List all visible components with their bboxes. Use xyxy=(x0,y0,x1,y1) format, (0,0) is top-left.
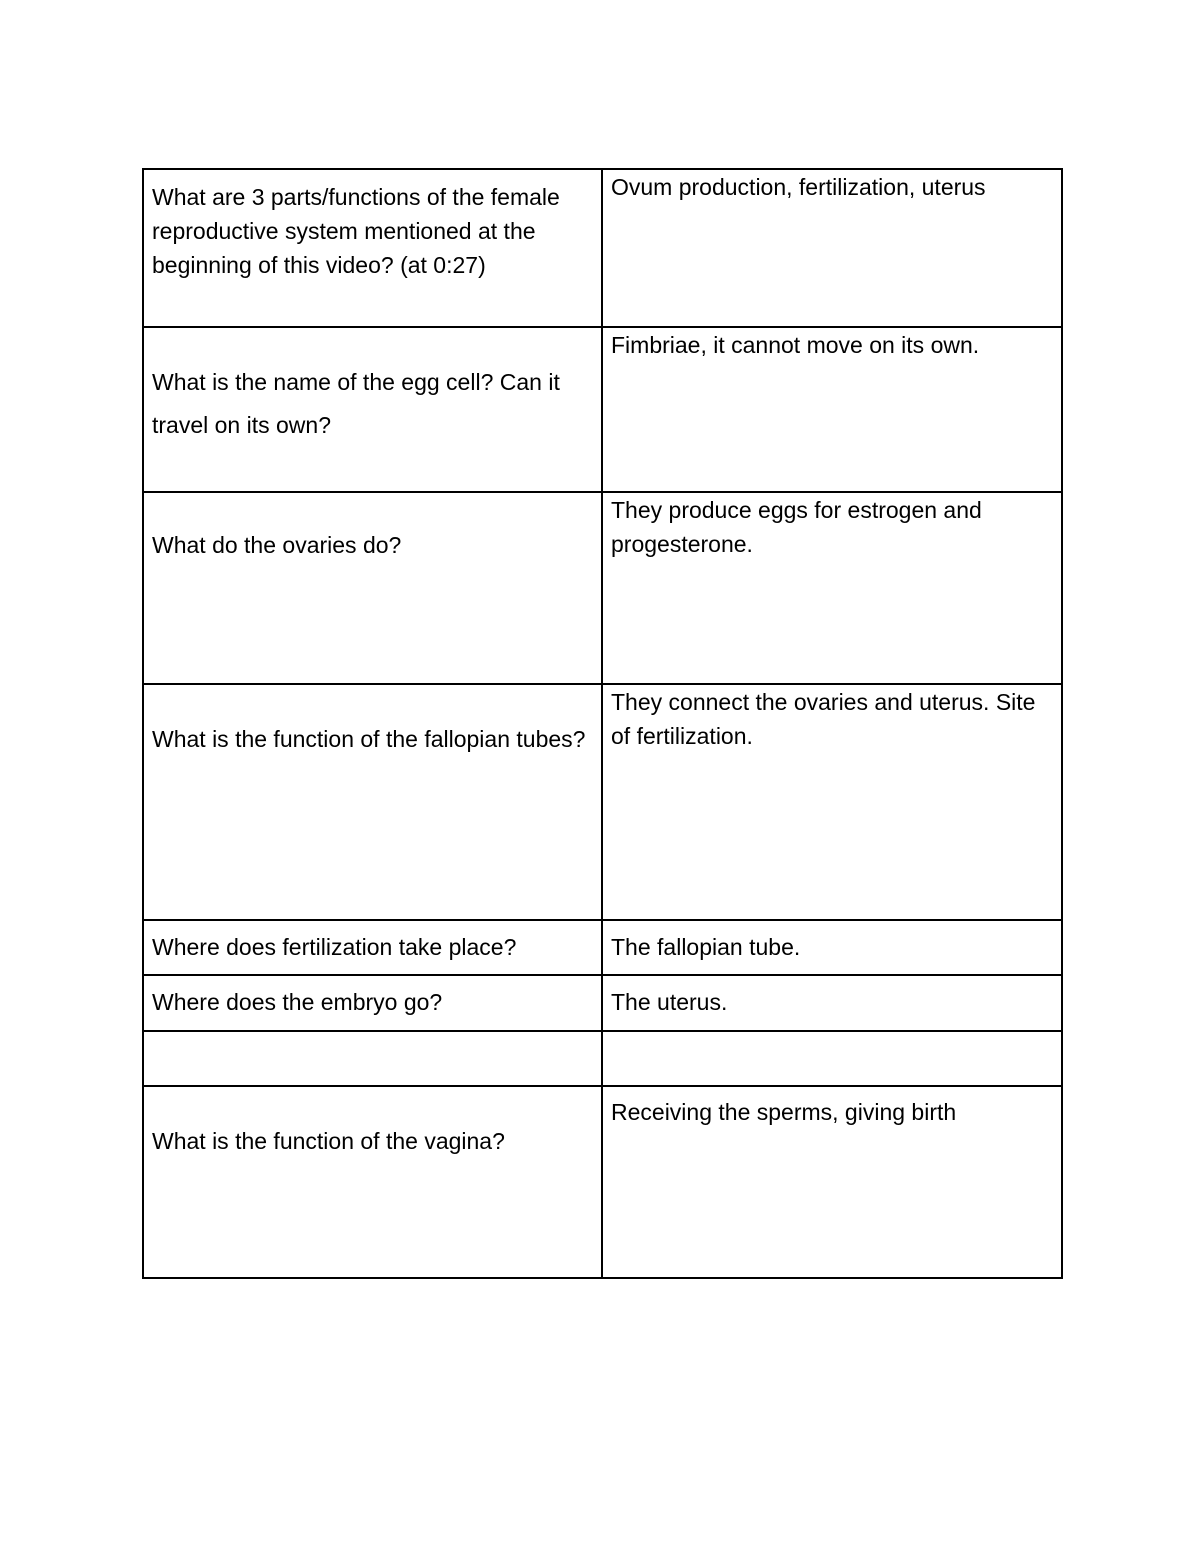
question-cell: What is the name of the egg cell? Can it travel on its own? xyxy=(143,327,602,492)
table-row xyxy=(143,492,1062,684)
question-cell: Where does the embryo go? xyxy=(143,975,602,1031)
table-row xyxy=(143,920,1062,975)
answer-cell: They connect the ovaries and uterus. Site of fertilization. xyxy=(602,684,1062,920)
answer-cell: The uterus. xyxy=(602,975,1062,1031)
question-cell: What do the ovaries do? xyxy=(143,492,602,684)
answer-cell: Ovum production, fertilization, uterus xyxy=(602,169,1062,327)
table-row xyxy=(143,1086,1062,1278)
question-cell xyxy=(143,1031,602,1086)
table-row-empty xyxy=(143,1031,1062,1086)
answer-cell: Fimbriae, it cannot move on its own. xyxy=(602,327,1062,492)
question-cell: What are 3 parts/functions of the female reproductive system mentioned at the beginning of this video? (at 0:27) xyxy=(143,169,602,327)
answer-cell: Receiving the sperms, giving birth xyxy=(602,1086,1062,1278)
qa-worksheet-table xyxy=(142,168,1063,1279)
question-cell: Where does fertilization take place? xyxy=(143,920,602,975)
answer-cell: The fallopian tube. xyxy=(602,920,1062,975)
table-row xyxy=(143,684,1062,920)
answer-cell: They produce eggs for estrogen and progesterone. xyxy=(602,492,1062,684)
table-row xyxy=(143,975,1062,1031)
answer-cell xyxy=(602,1031,1062,1086)
question-cell: What is the function of the fallopian tubes? xyxy=(143,684,602,920)
table-row xyxy=(143,169,1062,327)
question-cell: What is the function of the vagina? xyxy=(143,1086,602,1278)
table-row xyxy=(143,327,1062,492)
